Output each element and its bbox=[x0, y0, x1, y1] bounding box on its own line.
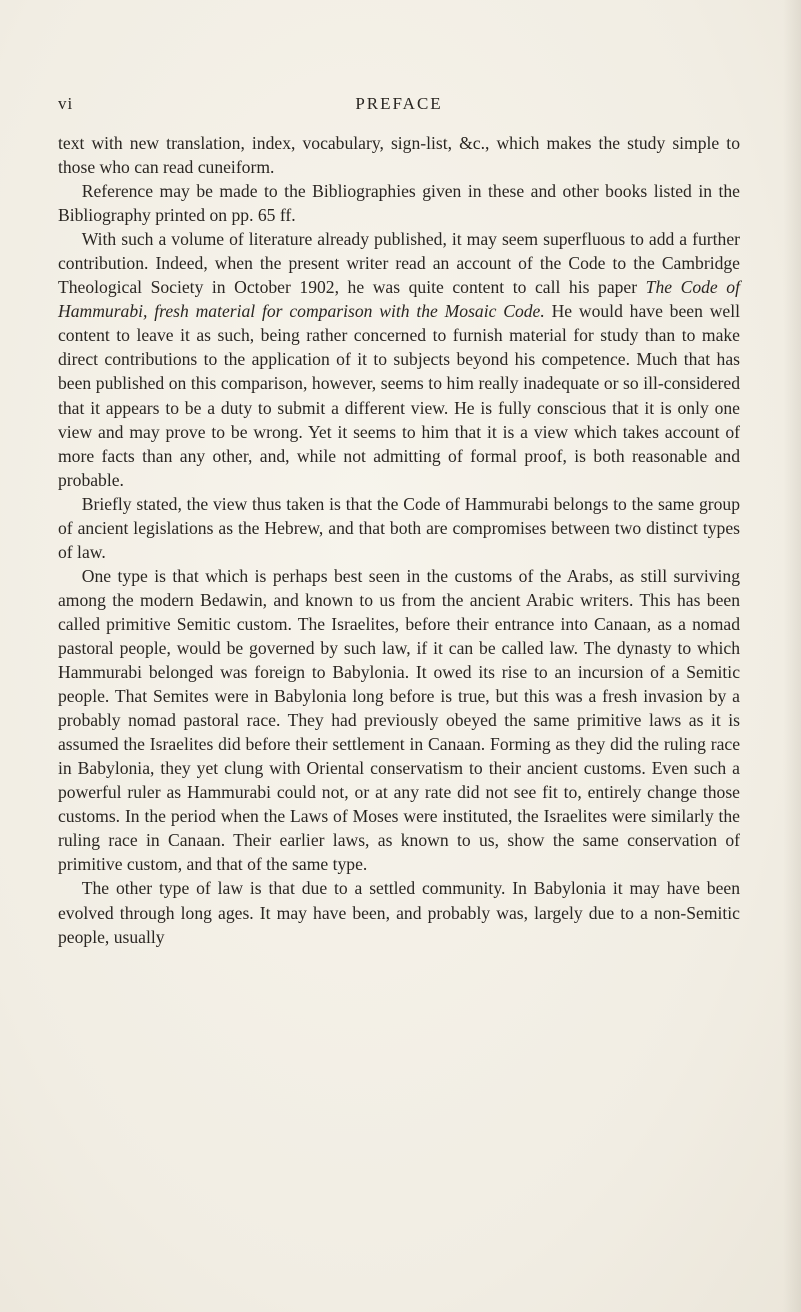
text-run: Briefly stated, the view thus taken is that the Code of Hammurabi belongs to the same group of ancient legislations as the Hebrew, and that both are compromises between two distinct types of law. bbox=[58, 493, 740, 562]
page-edge-shadow bbox=[783, 0, 801, 1312]
text-run: One type is that which is perhaps best seen in the customs of the Arabs, as still surviving among the modern Bedawin, and known to us from the ancient Arabic writers. This has been called primitive Semitic custom. The Israelites, before their entrance into Canaan, as a nomad pastoral people, would be governed by such law, if it can be called law. The dynasty to which Hammurabi belonged was foreign to Babylonia. It owed its rise to an incursion of a Semitic people. That Semites were in Babylonia long before is true, but this was a fresh invasion by a probably nomad pastoral race. They had previously obeyed the same primitive laws as it is assumed the Israelites did before their settlement in Canaan. Forming as they did the ruling race in Babylonia, they yet clung with Oriental conservatism to their ancient customs. Even such a powerful ruler as Hammurabi could not, or at any rate did not see fit to, entirely change those customs. In the period when the Laws of Moses were instituted, the Israelites were similarly the ruling race in Canaan. Their earlier laws, as known to us, show the same conservation of primitive custom, and that of the same type. bbox=[58, 565, 740, 875]
text-run: He would have been well content to leave it as such, being rather concerned to furnish material for study than to make direct contributions to the application of it to subjects beyond his competence. Much that has been published on this comparison, however, seems to him really inadequate or so ill-considered that it appears to be a duty to submit a different view. He is fully conscious that it is only one view and may prove to be wrong. Yet it seems to him that it is a view which takes account of more facts than any other, and, while not admitting of formal proof, is both reasonable and probable. bbox=[58, 301, 740, 490]
page-number: vi bbox=[58, 94, 74, 113]
paragraph bbox=[58, 876, 740, 948]
italic-title-run: The Code of Hammurabi, fresh material for comparison with the Mosaic Code. bbox=[58, 277, 740, 322]
paragraph bbox=[58, 131, 740, 179]
paragraph bbox=[58, 564, 740, 877]
running-head bbox=[58, 94, 740, 120]
paragraph bbox=[58, 179, 740, 227]
text-run: The other type of law is that due to a settled community. In Babylonia it may have been evolved through long ages. It may have been, and probably was, largely due to a non-Semitic people, usually bbox=[58, 878, 740, 947]
paragraph bbox=[58, 492, 740, 564]
text-run: Reference may be made to the Bibliographies given in these and other books listed in the Bibliography printed on pp. 65 ff. bbox=[58, 181, 740, 226]
header-title: PREFACE bbox=[355, 94, 443, 113]
paragraph bbox=[58, 227, 740, 492]
text-run: With such a volume of literature already published, it may seem superfluous to add a further contribution. Indeed, when the present writer read an account of the Code to the Cambridge Theological Society in October 1902, he was quite content to call his paper bbox=[58, 229, 740, 298]
body-text bbox=[58, 131, 740, 949]
text-run: text with new translation, index, vocabulary, sign-list, &c., which makes the study simple to those who can read cuneiform. bbox=[58, 133, 740, 178]
